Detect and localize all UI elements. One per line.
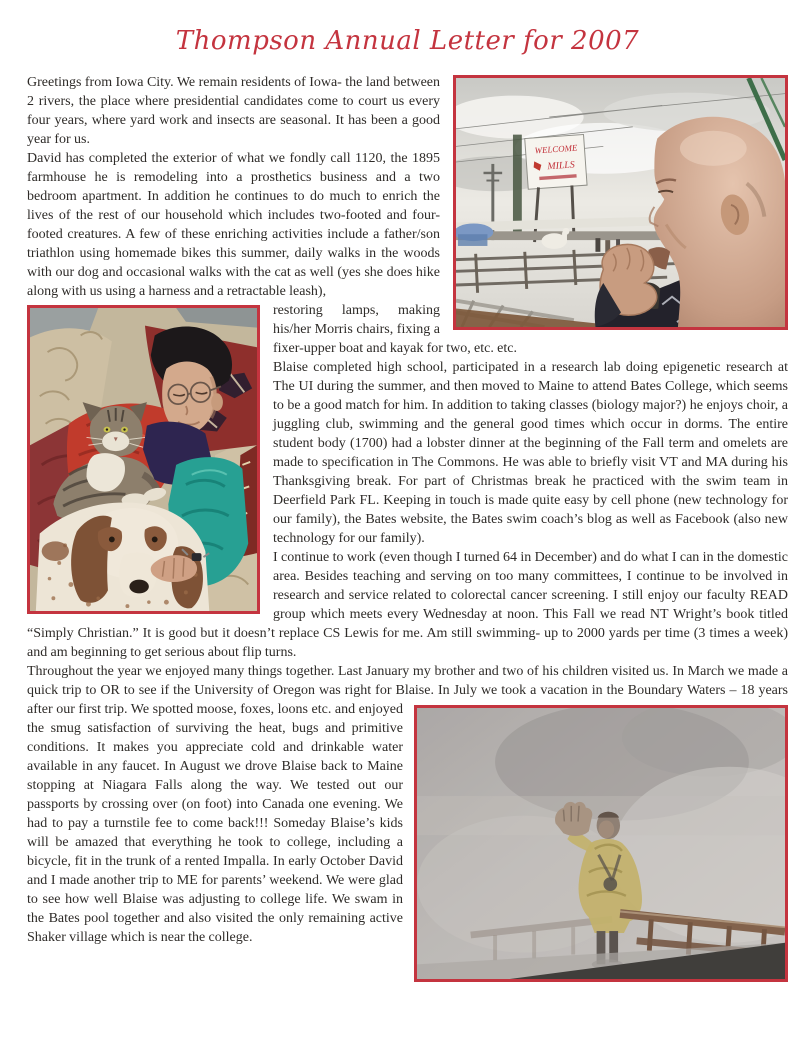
paragraph-work: I continue to work (even though I turned 64 in December) and do what I can in the domestic area. Besides teaching and serving on too many committees, I continue to be involved in research and service related to colorectal cancer screening. I still enjoy our faculty READ group which meets every Wednesday at noon. This Fall we read NT Wright’s book titled “Simply Christian.” It is good but it doesn’t replace CS Lewis for me. Am still swimming- up to 2000 yards per time (3 times a week) and am beginning to get serious about flip turns. bbox=[27, 550, 788, 660]
welcome-sign-line1: WELCOME bbox=[534, 142, 578, 156]
photo-david-at-fair bbox=[453, 75, 788, 330]
mist-photo-illustration bbox=[417, 708, 785, 979]
photo-couch-cat-dog bbox=[27, 305, 260, 614]
page-title: Thompson Annual Letter for 2007 bbox=[175, 26, 640, 56]
paragraph-greetings: Greetings from Iowa City. We remain residents of Iowa- the land between 2 rivers, the place where presidential candidates come to court us every four years, where yard work and insects are seasonal. It has been a good year for us. bbox=[27, 75, 440, 147]
photo-niagara-mist bbox=[414, 705, 788, 982]
paragraph-year-part1: Throughout the year we enjoyed many things together. Last January my brother and two of his children visited us. In March we made a quick trip to OR to see if the University of Oregon was right for Blaise. In July we took a vacation in the Boundary bbox=[27, 664, 788, 698]
paragraph-blaise: Blaise completed high school, participated in a research lab doing epigenetic research at The UI during the summer, and then moved to Maine to attend Bates College, which seems to be a good match for him. In addition to taking classes (biology major?) he enjoys choir, a juggling club, swimming and the general good times which occur in dorms. The entire student body (1700) had a lobster dinner at the beginning of the Fall term and omelets are made to specification in The Commons. He was able to briefly visit VT and MA during his Thanksgiving break. For part of Christmas break he practiced with the swim team in Deerfield Park FL. Keeping in touch is made quite easy by cell phone (new technology for our family), the Bates website, the Bates swim coach’s blog as well as Facebook (also new technology for our family). bbox=[273, 360, 788, 546]
couch-photo-illustration bbox=[30, 308, 257, 611]
letter-body bbox=[27, 73, 788, 947]
paragraph-david-continued: restoring lamps, making his/her Morris chairs, fixing a fixer-upper boat and kayak for two, etc. etc. bbox=[273, 303, 517, 356]
paragraph-year-part2: Waters – 18 years after our first trip. We spotted moose, foxes, loons etc. and enjoyed the smug satisfaction of surviving the heat, bugs and primitive conditions. It makes you appreciate cold and drinkable water available in any faucet. In August we drove Blaise back to Maine stopping at Niagara Falls along the way. We tested out our passports by crossing over (on foot) into Canada one evening. We had to pay a turnstile fee to come back!!! Someday Blaise’s kids will be amazed that everything he took to college, including a bicycle, fit in the trunk of a rented Impalla. In early October David and I made another trip to ME for parents’ weekend. We were glad to see how well Blaise was adjusting to college life. We swam in the Bates pool together and also visited the only remaining active Shaker village which is near the college. bbox=[27, 683, 788, 945]
fair-photo-illustration bbox=[456, 78, 785, 327]
paragraph-year-together bbox=[27, 662, 788, 947]
welcome-sign-line2: MILLS bbox=[547, 159, 576, 173]
paragraph-david: David has completed the exterior of what we fondly call 1120, the 1895 farmhouse he is remodeling into a prosthetics business and a two bedroom apartment. In addition he continues to do much to enrich the lives of the rest of our household which includes two-footed and four-footed creatures. A few of these enriching activities include a father/son triathlon using homemade bikes this summer, daily walks in the woods with our dog and occasional walks with the cat as well (yes she does hike along with us using a harness and a retractable leash), bbox=[27, 151, 440, 299]
